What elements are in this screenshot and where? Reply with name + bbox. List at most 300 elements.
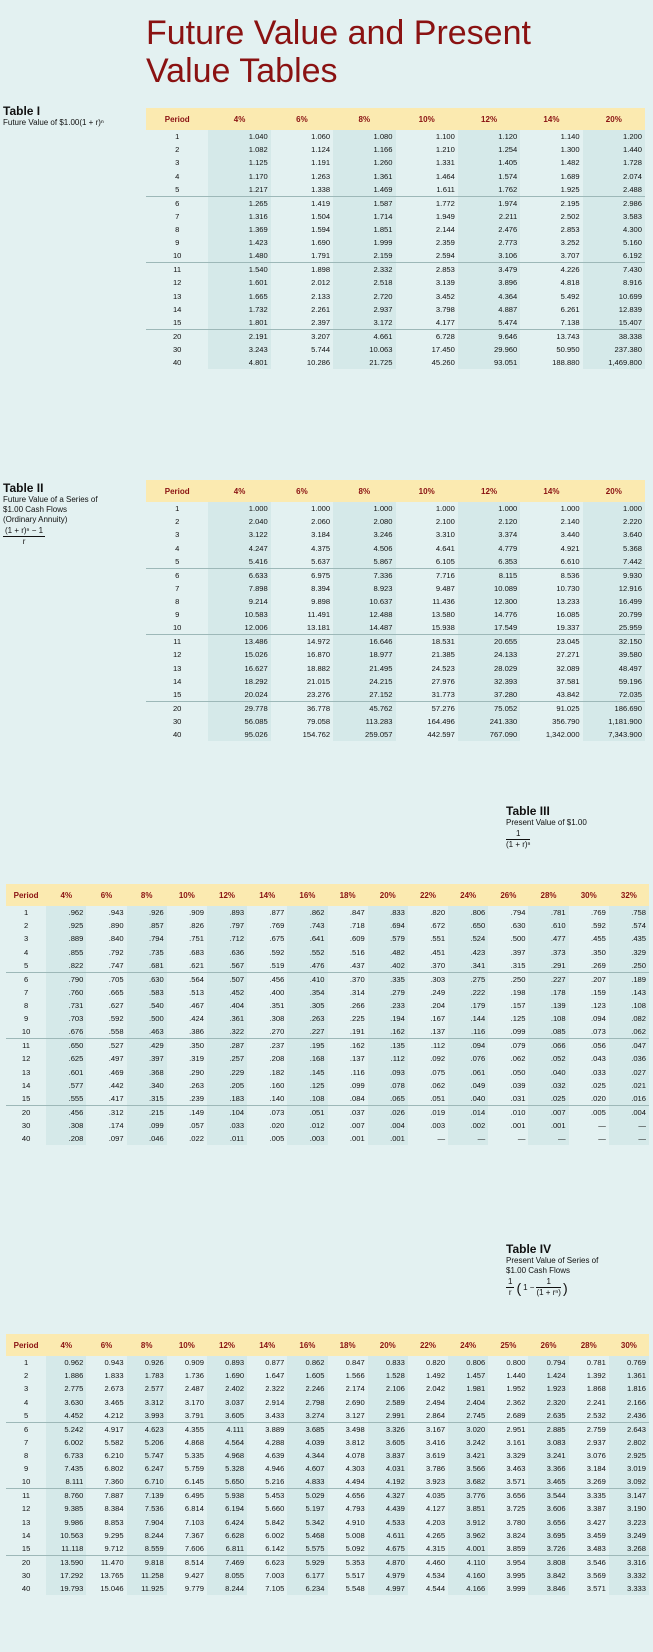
value-cell: 10.583 — [244, 610, 268, 620]
value-cell: 3.837 — [385, 1451, 405, 1461]
value-cell: .417 — [108, 1093, 124, 1103]
value-cell: .227 — [309, 1027, 325, 1037]
table-row — [146, 130, 645, 143]
value-cell: 7.469 — [207, 1555, 247, 1569]
value-cell: 3.999 — [506, 1584, 526, 1594]
value-cell: 1.419 — [271, 196, 333, 210]
value-cell: 32.089 — [556, 663, 580, 673]
value-cell: 4.110 — [448, 1555, 488, 1569]
value-cell: 5.008 — [345, 1530, 365, 1540]
value-cell: 2.140 — [560, 517, 580, 527]
table-ii-formula-numerator: (1 + r)ⁿ − 1 — [5, 526, 44, 535]
value-cell: .792 — [108, 947, 124, 957]
column-header-period: Period — [146, 108, 208, 130]
value-cell: 72.035 — [618, 689, 642, 699]
value-cell: 2.745 — [466, 1410, 486, 1420]
value-cell: 6.105 — [435, 556, 455, 566]
table-row — [6, 1025, 649, 1039]
value-cell: 1.566 — [345, 1371, 365, 1381]
value-cell: .225 — [349, 1014, 365, 1024]
value-cell: .370 — [328, 972, 368, 986]
value-cell: 2.060 — [311, 517, 331, 527]
table-row — [146, 276, 645, 289]
value-cell: 237.380 — [614, 344, 642, 354]
period-cell: 11 — [6, 1489, 46, 1503]
value-cell: 3.566 — [466, 1464, 486, 1474]
value-cell: .162 — [390, 1027, 405, 1037]
value-cell: .051 — [430, 1093, 446, 1103]
value-cell: .350 — [167, 1039, 207, 1053]
value-cell: .025 — [591, 1080, 606, 1090]
value-cell: 21.725 — [369, 358, 393, 368]
value-cell: .108 — [309, 1093, 325, 1103]
value-cell: .497 — [108, 1054, 124, 1064]
value-cell: .469 — [108, 1067, 124, 1077]
table-i-name: Table I — [3, 104, 41, 118]
value-cell: 2.100 — [435, 517, 455, 527]
value-cell: 3.483 — [586, 1543, 606, 1553]
value-cell: 4.039 — [305, 1437, 325, 1447]
value-cell: .229 — [229, 1067, 245, 1077]
value-cell: 3.995 — [506, 1570, 526, 1580]
value-cell: .290 — [189, 1067, 204, 1077]
table-row — [6, 1066, 649, 1079]
value-cell: 3.172 — [373, 317, 393, 327]
value-cell: 2.166 — [626, 1397, 646, 1407]
value-cell: .675 — [269, 934, 285, 944]
value-cell: 1.040 — [248, 132, 268, 142]
value-cell: 10.730 — [556, 583, 580, 593]
value-cell: .073 — [247, 1105, 287, 1119]
value-cell: 3.190 — [626, 1504, 646, 1514]
value-cell: 5.029 — [287, 1489, 327, 1503]
value-cell: 8.853 — [104, 1517, 124, 1527]
value-cell: 4.997 — [385, 1584, 405, 1594]
value-cell: 3.851 — [466, 1504, 486, 1514]
value-cell: 2.502 — [560, 211, 580, 221]
value-cell: 38.338 — [583, 329, 645, 343]
period-cell: 9 — [23, 1464, 29, 1474]
value-cell: 24.215 — [369, 676, 393, 686]
value-cell: .769 — [269, 921, 285, 931]
value-cell: 4.544 — [426, 1584, 446, 1594]
value-cell: 2.986 — [583, 196, 645, 210]
table-row — [6, 1502, 649, 1515]
period-cell: 8 — [23, 1001, 29, 1011]
table-row — [6, 1436, 649, 1449]
value-cell: 3.842 — [546, 1570, 566, 1580]
value-cell: 4.506 — [373, 543, 393, 553]
value-cell: .094 — [591, 1014, 606, 1024]
value-cell: .250 — [631, 960, 646, 970]
value-cell: 5.548 — [345, 1584, 365, 1594]
value-cell: .747 — [108, 960, 124, 970]
value-cell: 5.842 — [265, 1517, 285, 1527]
value-cell: .452 — [229, 987, 245, 997]
value-cell: 11.470 — [86, 1555, 126, 1569]
value-cell: 27.152 — [369, 689, 393, 699]
period-cell: 8 — [175, 597, 180, 607]
value-cell: 3.310 — [435, 530, 455, 540]
value-cell: 1.469 — [373, 184, 393, 194]
value-cell: 4.192 — [385, 1477, 405, 1487]
value-cell: — — [638, 1120, 646, 1130]
value-cell: 2.322 — [265, 1384, 285, 1394]
value-cell: .167 — [430, 1014, 446, 1024]
value-cell: 0.800 — [506, 1358, 526, 1368]
value-cell: 21.385 — [431, 650, 455, 660]
value-cell: 1.440 — [506, 1371, 526, 1381]
value-cell: 7.887 — [86, 1489, 126, 1503]
period-cell: 11 — [146, 263, 208, 277]
value-cell: 3.167 — [408, 1422, 448, 1436]
value-cell: .694 — [390, 921, 405, 931]
value-cell: .627 — [108, 1001, 124, 1011]
table-row — [146, 568, 645, 582]
value-cell: .125 — [510, 1014, 526, 1024]
value-cell: 4.127 — [426, 1504, 446, 1514]
value-cell: 4.910 — [345, 1517, 365, 1527]
value-cell: .108 — [550, 1014, 566, 1024]
table-row — [146, 290, 645, 303]
value-cell: 3.640 — [622, 530, 642, 540]
value-cell: 5.092 — [345, 1543, 365, 1553]
value-cell: .001 — [390, 1134, 405, 1144]
value-cell: 2.144 — [435, 225, 455, 235]
value-cell: 4.355 — [167, 1422, 207, 1436]
value-cell: .423 — [470, 947, 486, 957]
value-cell: 3.846 — [546, 1584, 566, 1594]
table-iii-formula-denominator: (1 + r)ⁿ — [506, 840, 531, 849]
value-cell: .085 — [550, 1027, 566, 1037]
value-cell: .195 — [287, 1039, 327, 1053]
period-cell: 20 — [6, 1555, 46, 1569]
value-cell: 1.952 — [506, 1384, 526, 1394]
value-cell: .270 — [269, 1027, 285, 1037]
value-cell: 27.271 — [556, 650, 580, 660]
value-cell: .855 — [68, 947, 84, 957]
value-cell: .329 — [631, 947, 646, 957]
value-cell: 6.728 — [396, 329, 458, 343]
value-cell: 4.001 — [466, 1543, 486, 1553]
value-cell: .567 — [229, 960, 245, 970]
value-cell: 7.139 — [127, 1489, 167, 1503]
value-cell: .319 — [189, 1054, 204, 1064]
value-cell: .463 — [148, 1027, 164, 1037]
value-cell: 13.181 — [306, 623, 331, 633]
value-cell: 4.247 — [248, 543, 268, 553]
value-cell: 18.977 — [369, 650, 393, 660]
value-cell: 3.106 — [498, 251, 518, 261]
period-cell: 1 — [23, 908, 29, 918]
value-cell: 1.000 — [498, 504, 518, 514]
value-cell: 1.082 — [248, 145, 268, 155]
period-cell: 10 — [21, 1477, 31, 1487]
value-cell: .011 — [229, 1134, 245, 1144]
value-cell: .962 — [68, 908, 84, 918]
value-cell: 1,469.800 — [608, 358, 642, 368]
value-cell: 12.839 — [618, 304, 642, 314]
value-cell: 17.450 — [431, 344, 455, 354]
value-cell: 3.605 — [225, 1410, 245, 1420]
value-cell: 2.937 — [586, 1437, 606, 1447]
value-cell: 15.046 — [100, 1584, 124, 1594]
table-ii-label — [3, 481, 143, 547]
value-cell: 1.611 — [436, 184, 455, 194]
value-cell: 11.491 — [307, 610, 331, 620]
value-cell: .237 — [247, 1039, 287, 1053]
value-cell: 1.210 — [435, 145, 455, 155]
table-row — [146, 263, 645, 277]
value-cell: .123 — [591, 1001, 606, 1011]
value-cell: 1.492 — [426, 1371, 446, 1381]
value-cell: 8.916 — [622, 278, 642, 288]
value-cell: .003 — [430, 1120, 446, 1130]
value-cell: 1.714 — [373, 211, 393, 221]
value-cell: .208 — [269, 1054, 285, 1064]
value-cell: 2.012 — [311, 278, 331, 288]
value-cell: 2.476 — [498, 225, 518, 235]
value-cell: 5.342 — [305, 1517, 325, 1527]
value-cell: 4.968 — [225, 1451, 245, 1461]
value-cell: .116 — [350, 1067, 365, 1077]
value-cell: .743 — [309, 921, 325, 931]
value-cell: 2.320 — [546, 1397, 566, 1407]
value-cell: 3.268 — [626, 1543, 646, 1553]
value-cell: 32.150 — [583, 635, 645, 649]
value-cell: 3.387 — [586, 1504, 606, 1514]
value-cell: 2.080 — [373, 517, 393, 527]
value-cell: 2.488 — [622, 184, 642, 194]
value-cell: 1.265 — [208, 196, 270, 210]
value-cell: .650 — [46, 1039, 86, 1053]
table-row — [6, 1092, 649, 1106]
value-cell: .435 — [631, 934, 646, 944]
value-cell: 4.460 — [408, 1555, 448, 1569]
value-cell: 2.241 — [586, 1397, 606, 1407]
value-cell: .003 — [309, 1134, 325, 1144]
value-cell: 1.528 — [385, 1371, 405, 1381]
value-cell: 25.959 — [618, 623, 642, 633]
value-cell: .082 — [631, 1014, 646, 1024]
period-cell: 12 — [21, 1504, 31, 1514]
value-cell: 3.465 — [546, 1477, 566, 1487]
value-cell: 2.991 — [385, 1410, 405, 1420]
table-row — [146, 715, 645, 728]
value-cell: 2.362 — [506, 1397, 526, 1407]
value-cell: .099 — [349, 1080, 365, 1090]
table-iv-close-paren: ) — [562, 1279, 568, 1296]
value-cell: .078 — [390, 1080, 405, 1090]
value-cell: 7.442 — [622, 556, 642, 566]
value-cell: .758 — [631, 908, 646, 918]
period-cell: 10 — [172, 251, 182, 261]
period-cell: 2 — [23, 921, 29, 931]
value-cell: .039 — [510, 1080, 526, 1090]
value-cell: .047 — [609, 1039, 649, 1053]
value-cell: 21.015 — [306, 676, 331, 686]
value-cell: 1.762 — [498, 184, 518, 194]
value-cell: .797 — [229, 921, 245, 931]
column-header-rate: 4% — [208, 108, 270, 130]
value-cell: 4.344 — [305, 1451, 325, 1461]
value-cell: .500 — [510, 934, 526, 944]
value-cell: .592 — [108, 1014, 124, 1024]
value-cell: .099 — [510, 1027, 526, 1037]
table-ii-name: Table II — [3, 481, 44, 495]
value-cell: 13.233 — [556, 597, 580, 607]
value-cell: .456 — [46, 1105, 86, 1119]
table-row — [146, 143, 645, 156]
value-cell: .116 — [471, 1027, 486, 1037]
value-cell: 9.487 — [435, 583, 455, 593]
value-cell: 5.453 — [247, 1489, 287, 1503]
period-cell: 5 — [175, 556, 180, 566]
value-cell: 4.779 — [498, 543, 518, 553]
value-cell: .822 — [68, 960, 84, 970]
value-cell: .857 — [148, 921, 164, 931]
value-cell: .579 — [390, 934, 405, 944]
value-cell: .862 — [309, 908, 325, 918]
value-cell: .057 — [189, 1120, 204, 1130]
value-cell: 2.494 — [426, 1397, 446, 1407]
value-cell: 1.217 — [248, 184, 268, 194]
value-cell: 8.384 — [104, 1504, 124, 1514]
value-cell: 3.583 — [622, 211, 642, 221]
value-cell: 8.244 — [225, 1584, 245, 1594]
value-cell: .040 — [550, 1067, 566, 1077]
table-row — [6, 1462, 649, 1475]
period-cell: 6 — [6, 972, 46, 986]
value-cell: 1.728 — [622, 158, 642, 168]
value-cell: .140 — [269, 1093, 285, 1103]
value-cell: 2.594 — [435, 251, 455, 261]
value-cell: .062 — [510, 1054, 526, 1064]
value-cell: .925 — [68, 921, 84, 931]
value-cell: 0.820 — [426, 1358, 446, 1368]
value-cell: .877 — [269, 908, 285, 918]
value-cell: .079 — [488, 1039, 528, 1053]
table-iv-label — [506, 1242, 650, 1298]
value-cell: 3.242 — [466, 1437, 486, 1447]
value-cell: 2.914 — [265, 1397, 285, 1407]
value-cell: 59.196 — [618, 676, 642, 686]
value-cell: .519 — [269, 960, 285, 970]
value-cell: 45.762 — [333, 701, 395, 715]
value-cell: 1.540 — [208, 263, 270, 277]
value-cell: .641 — [309, 934, 325, 944]
value-cell: 4.439 — [385, 1504, 405, 1514]
value-cell: .099 — [148, 1120, 164, 1130]
column-header-rate: 22% — [408, 1334, 448, 1356]
value-cell: 93.051 — [494, 358, 518, 368]
table-row — [6, 1422, 649, 1436]
column-header-rate: 28% — [528, 884, 568, 906]
value-cell: 3.274 — [305, 1410, 325, 1420]
value-cell: 13.580 — [431, 610, 455, 620]
value-cell: .893 — [229, 908, 245, 918]
value-cell: 3.083 — [546, 1437, 566, 1447]
value-cell: 1.504 — [311, 211, 331, 221]
value-cell: 13.486 — [208, 635, 270, 649]
value-cell: 5.747 — [144, 1451, 164, 1461]
value-cell: .020 — [269, 1120, 285, 1130]
period-cell: 1 — [175, 132, 180, 142]
value-cell: .033 — [591, 1067, 606, 1077]
table-row — [6, 1569, 649, 1582]
page-title-line2: Value Tables — [146, 52, 338, 90]
value-cell: 5.468 — [305, 1530, 325, 1540]
value-cell: 3.571 — [506, 1477, 526, 1487]
value-cell: 6.194 — [225, 1504, 245, 1514]
value-cell: 1.833 — [104, 1371, 124, 1381]
value-cell: .397 — [148, 1054, 164, 1064]
value-cell: 3.243 — [248, 344, 268, 354]
period-cell: 1 — [23, 1358, 29, 1368]
value-cell: 3.223 — [626, 1517, 646, 1527]
value-cell: 24.523 — [431, 663, 455, 673]
value-cell: 2.487 — [184, 1384, 204, 1394]
period-cell: 13 — [172, 291, 182, 301]
page-title-line1: Future Value and Present — [146, 14, 531, 52]
table-iv-one-minus: 1 − — [523, 1282, 535, 1292]
value-cell: 1.100 — [435, 132, 455, 142]
value-cell: 8.559 — [144, 1543, 164, 1553]
period-cell: 3 — [23, 934, 29, 944]
value-cell: 9.712 — [104, 1543, 124, 1553]
value-cell: 3.440 — [560, 530, 580, 540]
value-cell: .552 — [309, 947, 325, 957]
period-cell: 14 — [172, 676, 182, 686]
value-cell: .574 — [631, 921, 646, 931]
value-cell: 1.000 — [373, 504, 393, 514]
value-cell: 1.191 — [311, 158, 331, 168]
table-row — [6, 1105, 649, 1119]
value-cell: 4.833 — [305, 1477, 325, 1487]
table-row — [6, 946, 649, 959]
value-cell: .676 — [68, 1027, 84, 1037]
value-cell: .062 — [631, 1027, 646, 1037]
period-cell: 30 — [172, 344, 182, 354]
value-cell: .583 — [148, 987, 164, 997]
value-cell: 1.260 — [373, 158, 393, 168]
value-cell: 3.329 — [506, 1451, 526, 1461]
value-cell: 2.635 — [546, 1410, 566, 1420]
table-i-label — [3, 104, 143, 128]
value-cell: 2.404 — [466, 1397, 486, 1407]
value-cell: 16.499 — [618, 597, 642, 607]
table-ii-formula-denominator: r — [22, 537, 26, 546]
value-cell: 6.633 — [208, 568, 270, 582]
value-cell: 3.463 — [506, 1464, 526, 1474]
t3-header-row — [6, 884, 649, 906]
value-cell: 2.759 — [569, 1422, 609, 1436]
table-row — [6, 1582, 649, 1595]
value-cell: 29.960 — [494, 344, 518, 354]
value-cell: 4.288 — [265, 1437, 285, 1447]
period-cell: 7 — [175, 583, 180, 593]
period-cell: 11 — [6, 1039, 46, 1053]
value-cell: .207 — [569, 972, 609, 986]
value-cell: 6.811 — [225, 1543, 245, 1553]
value-cell: .482 — [390, 947, 405, 957]
column-header-rate: 6% — [86, 884, 126, 906]
value-cell: 14.776 — [494, 610, 518, 620]
value-cell: 23.045 — [520, 635, 582, 649]
table-row — [146, 648, 645, 661]
value-cell: 7.435 — [64, 1464, 84, 1474]
table-row — [146, 701, 645, 715]
